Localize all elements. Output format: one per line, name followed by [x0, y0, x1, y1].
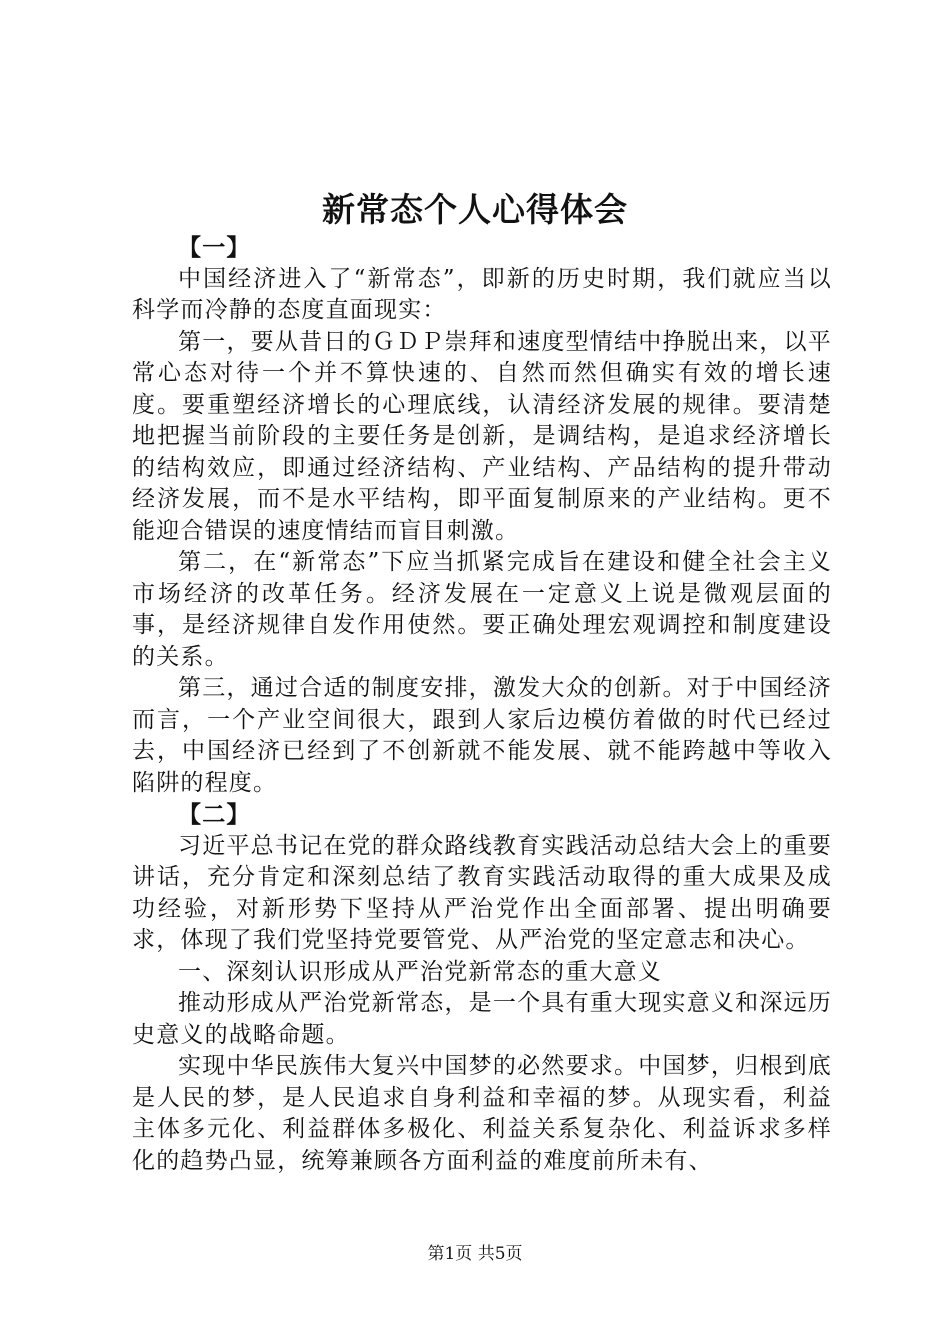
paragraph: 实现中华民族伟大复兴中国梦的必然要求。中国梦，归根到底是人民的梦，是人民追求自身利益和幸福的梦。从现实看，利益主体多元化、利益群体多极化、利益关系复杂化、利益诉求多样化的趋势凸显，统筹兼顾各方面利益的难度前所未有、 — [132, 1053, 832, 1174]
document-body — [132, 232, 832, 1177]
paragraph: 第三，通过合适的制度安排，激发大众的创新。对于中国经济而言，一个产业空间很大，跟到人家后边模仿着做的时代已经过去，中国经济已经到了不创新就不能发展、就不能跨越中等收入陷阱的程度。 — [132, 675, 832, 796]
paragraph: 第一，要从昔日的ＧＤＰ崇拜和速度型情结中挣脱出来，以平常心态对待一个并不算快速的、自然而然但确实有效的增长速度。要重塑经济增长的心理底线，认清经济发展的规律。要清楚地把握当前阶段的主要任务是创新，是调结构，是追求经济增长的结构效应，即通过经济结构、产业结构、产品结构的提升带动经济发展，而不是水平结构，即平面复制原来的产业结构。更不能迎合错误的速度情结而盲目刺激。 — [132, 328, 832, 544]
page-footer: 第1页 共5页 — [427, 1244, 523, 1264]
subsection-heading: 一、深刻认识形成从严治党新常态的重大意义 — [178, 958, 662, 985]
section-heading: 【一】 — [178, 234, 251, 261]
paragraph: 第二，在“新常态”下应当抓紧完成旨在建设和健全社会主义市场经济的改革任务。经济发展在一定意义上说是微观层面的事，是经济规律自发作用使然。要正确处理宏观调控和制度建设的关系。 — [132, 549, 832, 670]
section-heading: 【二】 — [178, 801, 251, 828]
document-title: 新常态个人心得体会 — [322, 190, 628, 229]
paragraph: 习近平总书记在党的群众路线教育实践活动总结大会上的重要讲话，充分肯定和深刻总结了教育实践活动取得的重大成果及成功经验，对新形势下坚持从严治党作出全面部署、提出明确要求，体现了我们党坚持党要管党、从严治党的坚定意志和决心。 — [132, 832, 832, 953]
paragraph: 中国经济进入了“新常态”，即新的历史时期，我们就应当以科学而冷静的态度直面现实： — [132, 265, 832, 323]
paragraph: 推动形成从严治党新常态，是一个具有重大现实意义和深远历史意义的战略命题。 — [132, 990, 832, 1048]
